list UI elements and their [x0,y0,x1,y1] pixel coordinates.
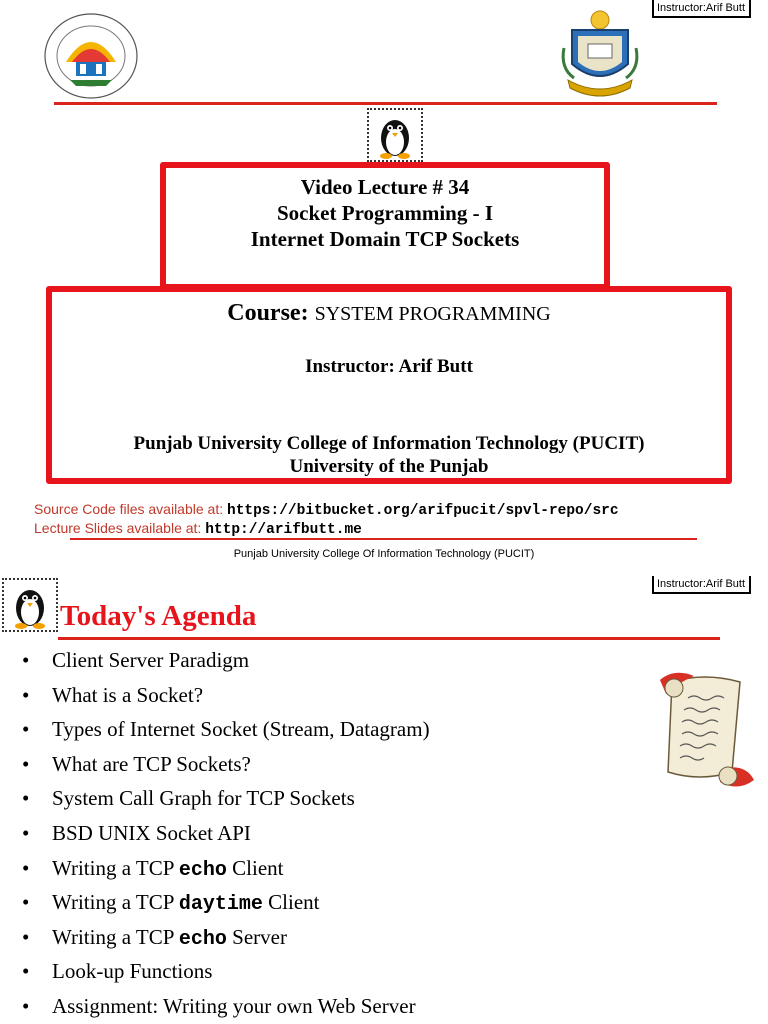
agenda-item-text: Types of Internet Socket (Stream, Datagram) [52,717,430,742]
slides-url-link[interactable]: http://arifbutt.me [205,522,362,538]
course-label: Course: [227,300,309,326]
bullet: • [22,682,30,707]
agenda-item-text: BSD UNIX Socket API [52,820,251,845]
agenda-item-code: echo [178,858,227,882]
penguin-icon-2 [2,578,58,632]
agenda-item-code: echo [178,927,227,951]
agenda-item-text: Look-up Functions [52,959,213,984]
bullet: • [22,924,30,949]
agenda-item-text: Client Server Paradigm [52,648,250,672]
agenda-rule [58,637,720,640]
agenda-item [22,818,430,853]
slides-label: Lecture Slides available at: [34,520,202,536]
agenda-item-suffix: Server [226,924,287,949]
agenda-item [22,887,430,922]
agenda-item-text: What are TCP Sockets? [52,751,251,776]
source-url-link[interactable]: https://bitbucket.org/arifpucit/spvl-repo/src [227,503,619,519]
agenda-item [22,922,430,957]
lecture-number: Video Lecture # 34 [300,175,470,199]
agenda-item-text: Assignment: Writing your own Web Server [52,993,416,1018]
agenda-list [22,645,430,1024]
agenda-title: Today's Agenda [60,600,257,632]
agenda-item [22,645,430,680]
bullet: • [22,855,30,880]
agenda-item [22,714,430,749]
slide-footer: Punjab University College Of Information Technology (PUCIT) [233,548,535,560]
agenda-item-suffix: Client [226,855,284,880]
bullet: • [22,717,30,742]
source-code-row [34,500,619,520]
slides-row [34,519,362,539]
agenda-item [22,680,430,715]
bullet: • [22,786,30,811]
agenda-item [22,956,430,991]
agenda-item [22,749,430,784]
scroll-icon [654,668,758,792]
lecture-subtopic: Internet Domain TCP Sockets [250,227,520,251]
bullet: • [22,890,30,915]
instructor-tag-2: Instructor:Arif Butt [652,576,751,594]
footer-rule [70,538,697,540]
agenda-item [22,783,430,818]
lecture-topic: Socket Programming - I [277,201,493,225]
university-name: University of the Punjab [289,456,489,477]
agenda-item [22,853,430,888]
bullet: • [22,993,30,1018]
college-name: Punjab University College of Information Technology (PUCIT) [133,433,645,454]
source-label: Source Code files available at: [34,501,224,517]
agenda-item-text: System Call Graph for TCP Sockets [52,786,355,811]
lecture-title-box [160,162,610,290]
course-info-box [46,286,732,484]
agenda-item-suffix: Client [262,890,320,915]
agenda-item-text: Writing a TCP [52,855,179,880]
bullet: • [22,751,30,776]
bullet: • [22,959,30,984]
agenda-item-text: Writing a TCP [52,924,179,949]
header-rule [54,102,717,105]
course-line [52,300,726,327]
punjab-university-seal-icon [558,8,642,100]
agenda-item-text: Writing a TCP [52,890,179,915]
bullet: • [22,648,30,672]
penguin-icon [367,108,423,162]
course-name: SYSTEM PROGRAMMING [314,303,551,325]
agenda-item-text: What is a Socket? [52,682,204,707]
instructor-name: Instructor: Arif Butt [305,356,473,377]
bullet: • [22,820,30,845]
agenda-item [22,991,430,1024]
pucit-logo-icon [42,12,140,100]
instructor-tag: Instructor:Arif Butt [652,0,751,18]
agenda-item-code: daytime [178,893,263,917]
university-block [52,432,726,478]
